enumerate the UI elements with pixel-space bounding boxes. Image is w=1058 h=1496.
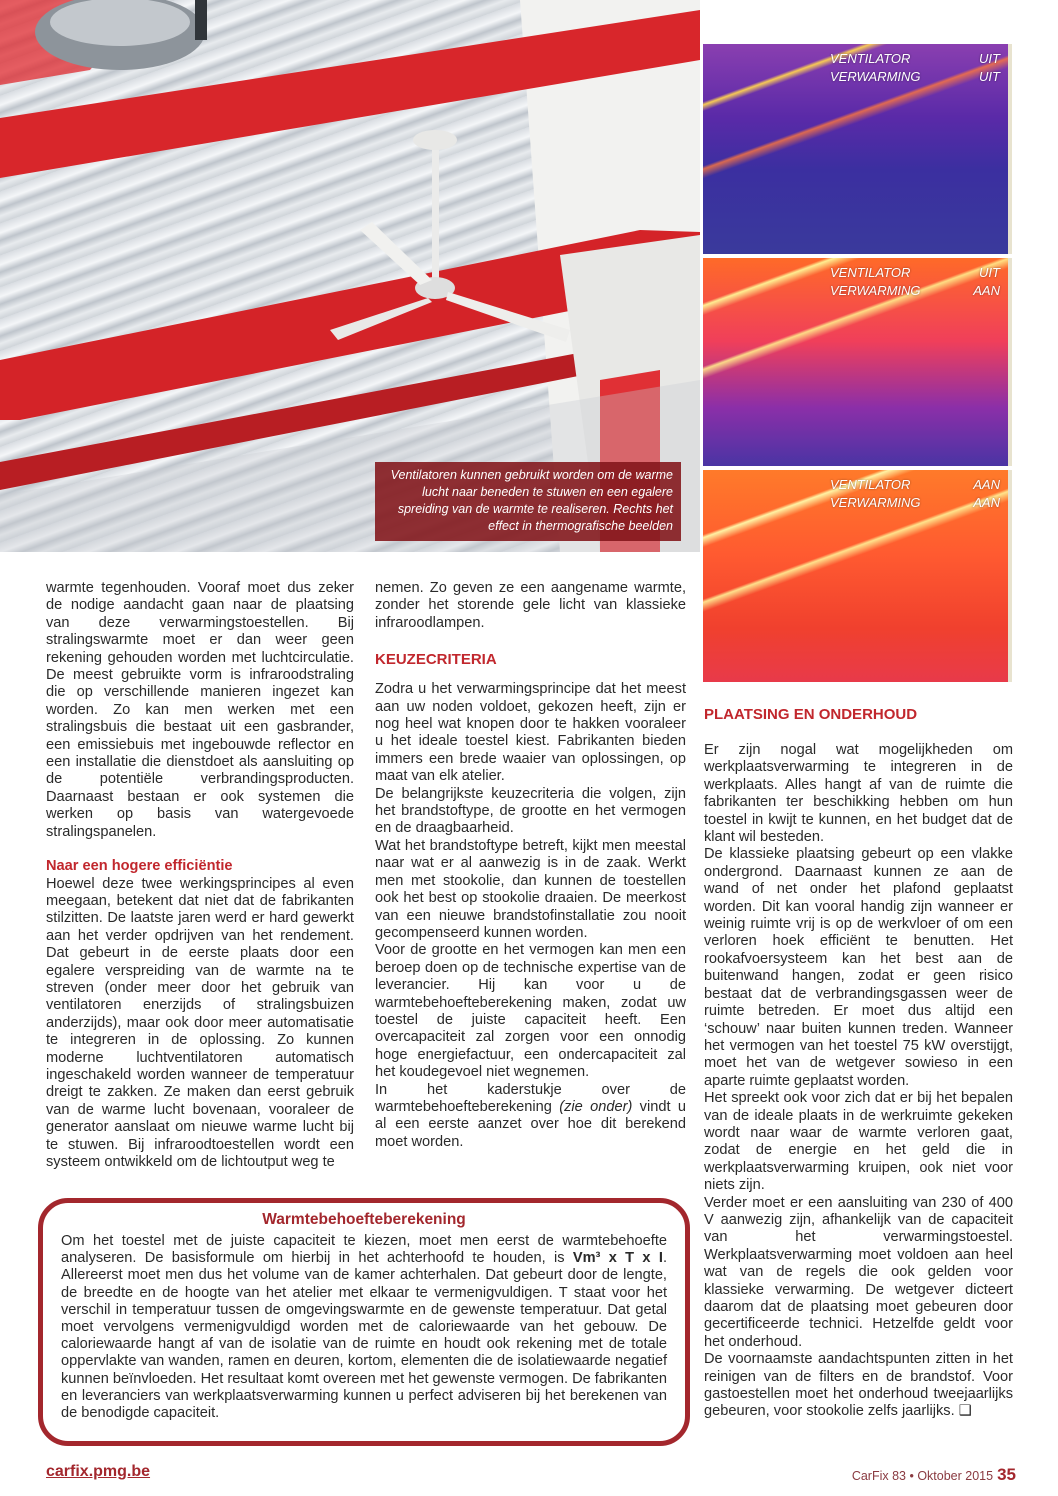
paragraph: nemen. Zo geven ze een aangename warmte, zonder het storende gele licht van klassieke infraroodlampen. bbox=[375, 580, 686, 631]
paragraph: Wat het brandstoftype betreft, kijkt men meestal naar wat er al aanwezig is in de zaak. Werkt men met stookolie, dan kunnen de toestellen ook het best op stookolie draaien. De meerkost van een nieuwe brandstofinstallatie zou nooit gecompenseerd kunnen worden. bbox=[375, 837, 686, 941]
thermal-image-2 bbox=[703, 258, 1012, 466]
box-title: Warmtebehoefteberekening bbox=[262, 1211, 466, 1228]
paragraph: warmte tegenhouden. Vooraf moet dus zeker de nodige aandacht gaan naar de plaatsing van deze verwarmingstoestellen. Bij stralingswarmte moet er dan weer geen rekening gehouden worden met luchtcirculatie. De meest gebruikte vorm is infraroodstraling die op verschillende manieren ingezet kan worden. Zo kan men werken met een stralingsbuis die bestaat uit een gasbrander, een emissiebuis met ingebouwde reflector en een installatie die dienstdoet als aansluiting op de potentiële verbrandingsproducten. Daarnaast bestaan er ook systemen die werken op basis van watergevoede stralingspanelen. bbox=[46, 580, 354, 840]
verwarming-label: VERWARMING bbox=[830, 283, 921, 298]
text-run: . Allereerst moet men dus het volume van de kamer achterhalen. Dat gebeurt door de lengte, de breedte en de hoogte van het atelier met elkaar te vermenigvuldigen. T staat voor het verschil in temperatuur tussen de omgevingswarmte en de gewenste temperatuur. Dat getal moet vervolgens vermenigvuldigd worden met de caloriewaarde van het gebouw. De caloriewaarde hangt af van de isolatie van de ruimte en houdt ook rekening met de totale oppervlakte van wanden, ramen en deuren, kortom, elementen die de isolatiewaarde negatief kunnen beïnvloeden. Het resultaat komt overeen met het gewenste vermogen. De fabrikanten en leveranciers van werkplaatsverwarming kunnen u perfect adviseren bij het berekenen van de benodigde capaciteit. bbox=[61, 1250, 668, 1422]
ventilator-state: AAN bbox=[973, 477, 1000, 492]
paragraph: Hoewel deze twee werkingsprincipes al even meegaan, betekent dat niet dat de fabrikanten stilzitten. De laatste jaren werd er hard gewerkt aan het verder opdrijven van het rendement. Dat gebeurt in de eerste plaats door een egalere verspreiding van de warmte na te streven (onder meer door het gebruik van ventilatoren enerzijds of stralingsbuizen anderzijds), maar ook door meer automatisatie te integreren in de oplossing. Zo kunnen moderne luchtventilatoren automatisch ingeschakeld worden wanneer de temperatuur dreigt te zakken. Ze maken dan eerst gebruik van de warme lucht bovenaan, vooraleer de generator aanslaat om nieuwe warme lucht bij te stuwen. Bij infraroodtoestellen wordt een systeem ontwikkeld om de lichtoutput weg te bbox=[46, 875, 354, 1170]
thermal-label-3 bbox=[830, 476, 1000, 512]
formula: Vm³ x T x I bbox=[572, 1250, 663, 1267]
text-run: In het kaderstukje over de warmtebehoefteberekening bbox=[375, 1081, 686, 1115]
verwarming-state: AAN bbox=[973, 283, 1000, 298]
ventilator-label: VENTILATOR bbox=[830, 477, 911, 492]
box-text bbox=[61, 1233, 667, 1422]
column-3 bbox=[704, 706, 1013, 1421]
paragraph: De klassieke plaatsing gebeurt op een vlakke ondergrond. Daarnaast kunnen ze aan de wand of net onder het plafond geplaatst worden. Dit kan vooral handig zijn wanneer er weinig ruimte vrij is op de werkvloer of om een verloren hoek efficiënt te benutten. Het rookafvoersysteem kan het best aan de buitenwand hangen, zodat er geen risico bestaat dat de verbrandingsgassen weer de ruimte betreden. Er moet dus altijd een ‘schouw’ naar buiten kunnen treden. Wanneer het vermogen van het toestel 75 kW overstijgt, moet het van de wetgever sowieso in een aparte ruimte geplaatst worden. bbox=[704, 846, 1013, 1089]
paragraph: De belangrijkste keuzecriteria die volgen, zijn het brandstoftype, de grootte en het vermogen en de draagbaarheid. bbox=[375, 785, 686, 837]
info-box bbox=[38, 1198, 690, 1446]
paragraph: Zodra u het verwarmingsprincipe dat het meest aan uw noden voldoet, gekozen heeft, zijn er nog heel wat knopen door te hakken vooraleer u het ideale toestel kiest. Fabrikanten bieden immers een brede waaier van oplossingen, op maat van elk atelier. bbox=[375, 681, 686, 785]
verwarming-state: AAN bbox=[973, 495, 1000, 510]
subheading-efficiency: Naar een hogere efficiëntie bbox=[46, 858, 233, 875]
verwarming-state: UIT bbox=[979, 69, 1000, 84]
thermal-label-1 bbox=[830, 50, 1000, 86]
issue-info: CarFix 83 • Oktober 2015 bbox=[851, 1469, 994, 1483]
page-number: 35 bbox=[997, 1465, 1016, 1484]
verwarming-label: VERWARMING bbox=[830, 495, 921, 510]
reference-note: (zie onder) bbox=[559, 1098, 633, 1115]
thermal-image-3 bbox=[703, 470, 1012, 682]
text-run: vindt u al een eerste aanzet over hoe dit berekend moet worden. bbox=[375, 1098, 686, 1150]
text-run: Om het toestel met de juiste capaciteit te kiezen, moet men eerst de warmtebehoefte analyseren. De basisformule om hierbij in het achterhoofd te houden, is bbox=[61, 1233, 667, 1267]
thermal-image-1 bbox=[703, 44, 1012, 254]
paragraph: Het spreekt ook voor zich dat er bij het bepalen van de ideale plaats in de werkruimte gekeken wordt naar waar de warmte verloren gaat, zodat de energie en het geld die in werkplaatsverwarming kruipen, ook niet voor niets zijn. bbox=[704, 1090, 1013, 1194]
section-heading-keuzecriteria: KEUZECRITERIA bbox=[375, 651, 497, 669]
ventilator-state: UIT bbox=[979, 265, 1000, 280]
paragraph bbox=[375, 1082, 686, 1152]
paragraph: Voor de grootte en het vermogen kan men een beroep doen op de technische expertise van de leverancier. Hij kan voor u de warmtebehoefteberekening maken, zodat uw toestel de juiste capaciteit heeft. Een overcapaciteit zal zorgen voor een onnodig hoge energiefactuur, een ondercapaciteit zal het koudegevoel niet wegnemen. bbox=[375, 942, 686, 1081]
paragraph: Er zijn nogal wat mogelijkheden om werkplaatsverwarming te integreren in de werkplaats. Alles hangt af van de ruimte die fabrikanten ter beschikking hebben om hun toestel in kwijt te kunnen, en het budget dat de klant wil besteden. bbox=[704, 742, 1013, 846]
ventilator-label: VENTILATOR bbox=[830, 51, 911, 66]
footer-site-link[interactable]: carfix.pmg.be bbox=[46, 1463, 151, 1480]
thermal-label-2 bbox=[830, 264, 1000, 300]
section-heading-plaatsing: PLAATSING EN ONDERHOUD bbox=[704, 706, 918, 723]
ventilator-label: VENTILATOR bbox=[830, 265, 911, 280]
ventilator-state: UIT bbox=[979, 51, 1000, 66]
paragraph: Verder moet er een aansluiting van 230 of 400 V aanwezig zijn, afhankelijk van de capaciteit van het verwarmingstoestel. Werkplaatsverwarming moet voldoen aan heel wat van de regels die ook gelden voor klassieke verwarming. De wetgever dicteert daarom dat de plaatsing moet gebeuren door gecertificeerde technici. Hetzelfde geldt voor het onderhoud. bbox=[704, 1194, 1013, 1350]
photo-caption: Ventilatoren kunnen gebruikt worden om de warme lucht naar beneden te stuwen en een egalere spreiding van de warmte te realiseren. Rechts het effect in thermografische beelden bbox=[375, 462, 681, 541]
paragraph: De voornaamste aandachtspunten zitten in het reinigen van de filters en de brandstof. Voor gastoestellen moet het onderhoud tweejaarlijks gebeuren, voor stookolie zelfs jaarlijks. ❑ bbox=[704, 1351, 1013, 1420]
verwarming-label: VERWARMING bbox=[830, 69, 921, 84]
column-1 bbox=[46, 580, 354, 1171]
footer-issue bbox=[820, 1465, 1016, 1485]
column-2 bbox=[375, 580, 686, 1151]
